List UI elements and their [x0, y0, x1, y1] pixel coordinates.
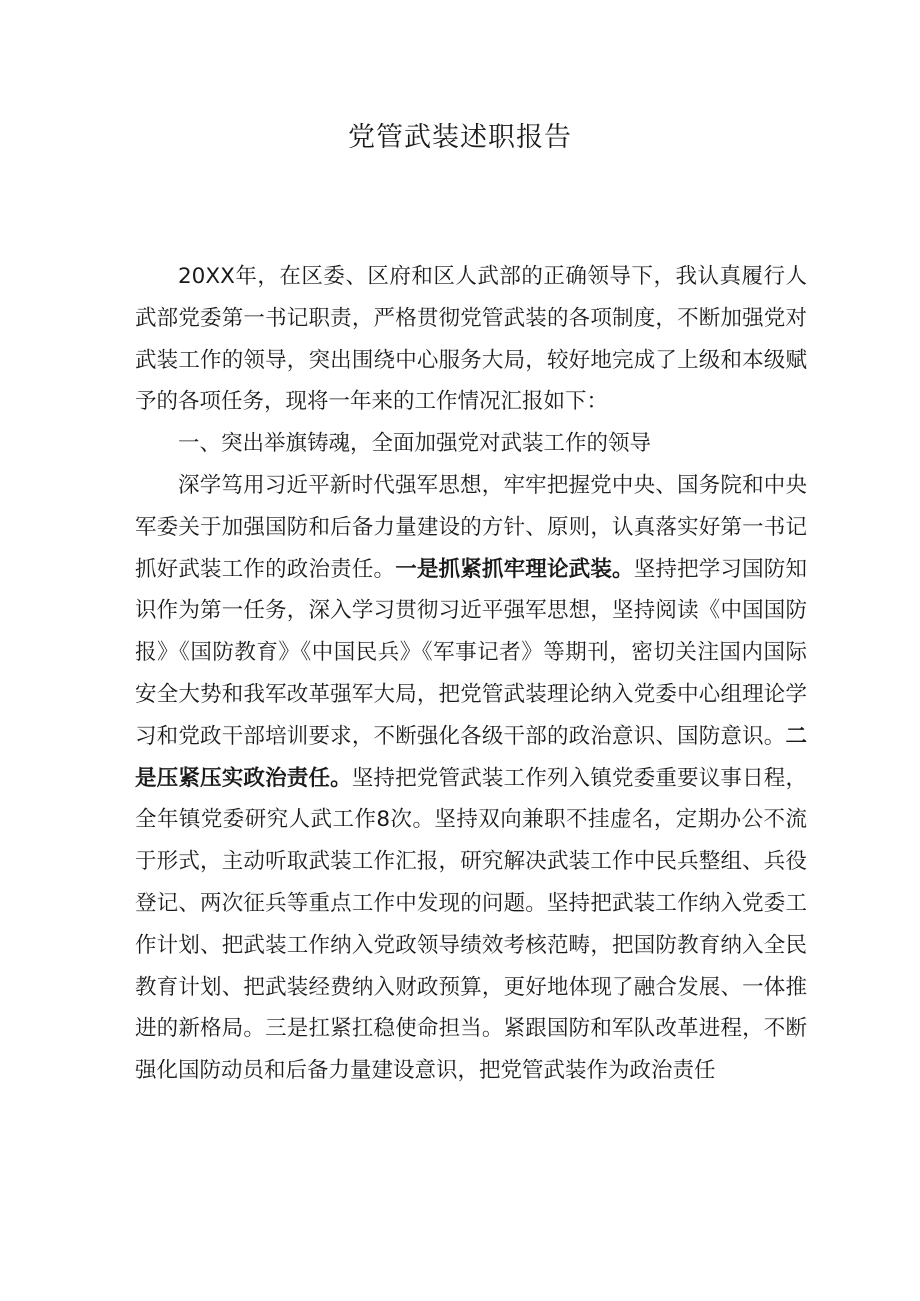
point-2-text: 坚持把党管武装工作列入镇党委重要议事日程，全年镇党委研究人武工作8次。坚持双向兼职不挂虚名，定期办公不流于形式，主动听取武装工作汇报，研究解决武装工作中民兵整组、兵役登记、两次征兵等重点工作中发现的问题。坚持把武装工作纳入党委工作计划、把武装工作纳入党政领导绩效考核范畴，把国防教育纳入全民教育计划、把武装经费纳入财政预算，更好地体现了融合发展、一体推进的新格局。: [135, 765, 807, 1042]
point-3-text: 三是扛紧扛稳使命担当。紧跟国防和军队改革进程，不断强化国防动员和后备力量建设意识，把党管武装作为政治责任: [135, 1016, 807, 1084]
point-1-title: 一是抓紧抓牢理论武装。: [395, 556, 634, 582]
point-1-text: 坚持把学习国防知识作为第一任务，深入学习贯彻习近平强军思想，坚持阅读《中国国防报》《国防教育》《中国民兵》《军事记者》等期刊，密切关注国内国际安全大势和我军改革强军大局，把党管武装理论纳入党委中心组理论学习和党政干部培训要求，不断强化各级干部的政治意识、国防意识。: [135, 556, 807, 749]
document-title: 党管武装述职报告: [348, 122, 572, 153]
document-body: [135, 256, 807, 1092]
section-1-heading: 一、突出举旗铸魂，全面加强党对武装工作的领导: [178, 431, 652, 457]
section-1-paragraph: [135, 465, 807, 1092]
intro-paragraph: 20XX年，在区委、区府和区人武部的正确领导下，我认真履行人武部党委第一书记职责，严格贯彻党管武装的各项制度，不断加强党对武装工作的领导，突出围绕中心服务大局，较好地完成了上级和本级赋予的各项任务，现将一年来的工作情况汇报如下：: [135, 264, 807, 415]
section-1-lead-text: 深学笃用习近平新时代强军思想，牢牢把握党中央、国务院和中央军委关于加强国防和后备力量建设的方针、原则，认真落实好第一书记抓好武装工作的政治责任。: [135, 472, 807, 582]
point-2-title: 二是压紧压实政治责任。: [135, 723, 807, 791]
